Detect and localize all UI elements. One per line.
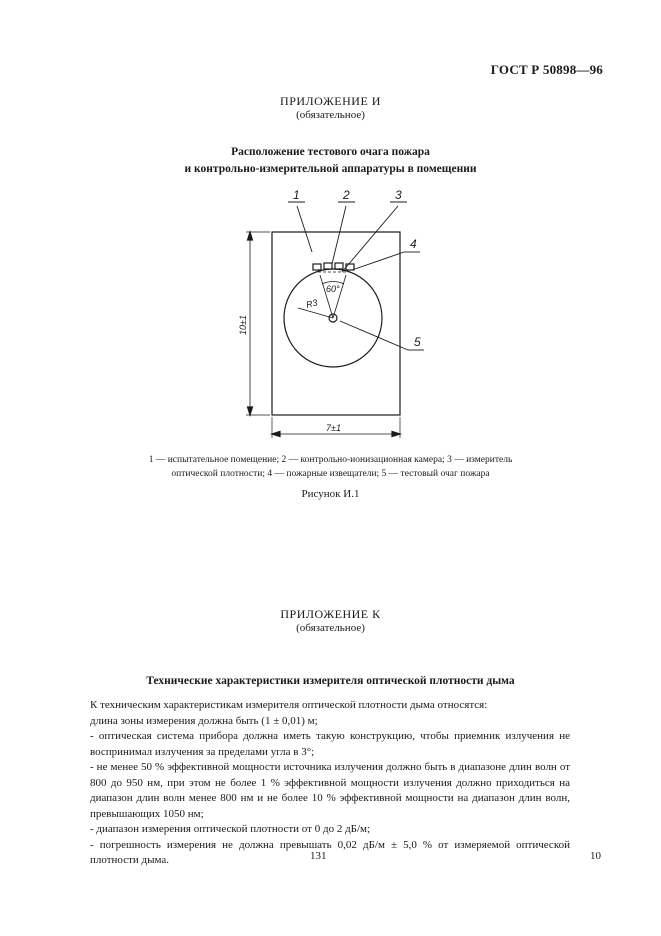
callout-1: 1 [293,188,300,202]
appendix-k-status: (обязательное) [296,622,365,634]
callout-4: 4 [410,237,417,251]
callout-3: 3 [395,188,402,202]
page-number-right: 10 [590,850,601,862]
figure-label: Рисунок И.1 [301,488,360,500]
width-dimension-label: 7±1 [326,423,341,433]
appendix-k-heading: Технические характеристики измерителя оптической плотности дыма [146,675,515,687]
callout-5: 5 [414,335,421,349]
appendix-i-status: (обязательное) [296,109,365,121]
paragraph: - оптическая система прибора должна иметь такую конструкцию, чтобы приемник излучения не воспринимал излучения за пределами угла в 3°; [90,730,570,758]
figure-room-layout [0,180,661,450]
appendix-k-body [90,698,570,869]
room-outline [272,232,400,415]
angle-label: 60° [326,284,340,294]
paragraph: - погрешность измерения не должна превышать 0,02 дБ/м ± 5,0 % от измеряемой оптической плотности дыма. [90,838,570,866]
figure-caption-line2: оптической плотности; 4 — пожарные извещатели; 5 — тестовый очаг пожара [171,469,490,479]
height-dimension-label: 10±1 [238,315,248,335]
page-number-center: 131 [310,850,327,862]
detector [335,263,343,269]
paragraph: - диапазон измерения оптической плотности от 0 до 2 дБ/м; [90,823,371,835]
paragraph: длина зоны измерения должна быть (1 ± 0,01) м; [90,714,318,727]
appendix-i-heading-line2: и контрольно-измерительной аппаратуры в помещении [184,163,477,175]
detector [324,263,332,269]
callout-2: 2 [343,188,350,202]
detector [346,264,354,270]
appendix-i-heading-line1: Расположение тестового очага пожара [231,146,430,158]
figure-caption-line1: 1 — испытательное помещение; 2 — контрольно-ионизационная камера; 3 — измеритель [148,455,513,465]
radius-label: R3 [304,297,319,310]
appendix-i-title: ПРИЛОЖЕНИЕ И [280,94,381,108]
appendix-k-title: ПРИЛОЖЕНИЕ К [280,607,381,621]
detector [313,264,321,270]
paragraph: К техническим характеристикам измерителя оптической плотности дыма относятся: [90,699,488,711]
paragraph: - не менее 50 % эффективной мощности источника излучения должно быть в диапазоне длин волн от 800 до 950 нм, при этом не более 1 % эффективной мощности излучения должно приходиться на диапазон длин волн менее 800 нм и не более 10 % эффективной мощности на диапазон длин волн, превышающих 1050 нм; [90,761,570,820]
standard-number: ГОСТ Р 50898—96 [490,62,603,77]
